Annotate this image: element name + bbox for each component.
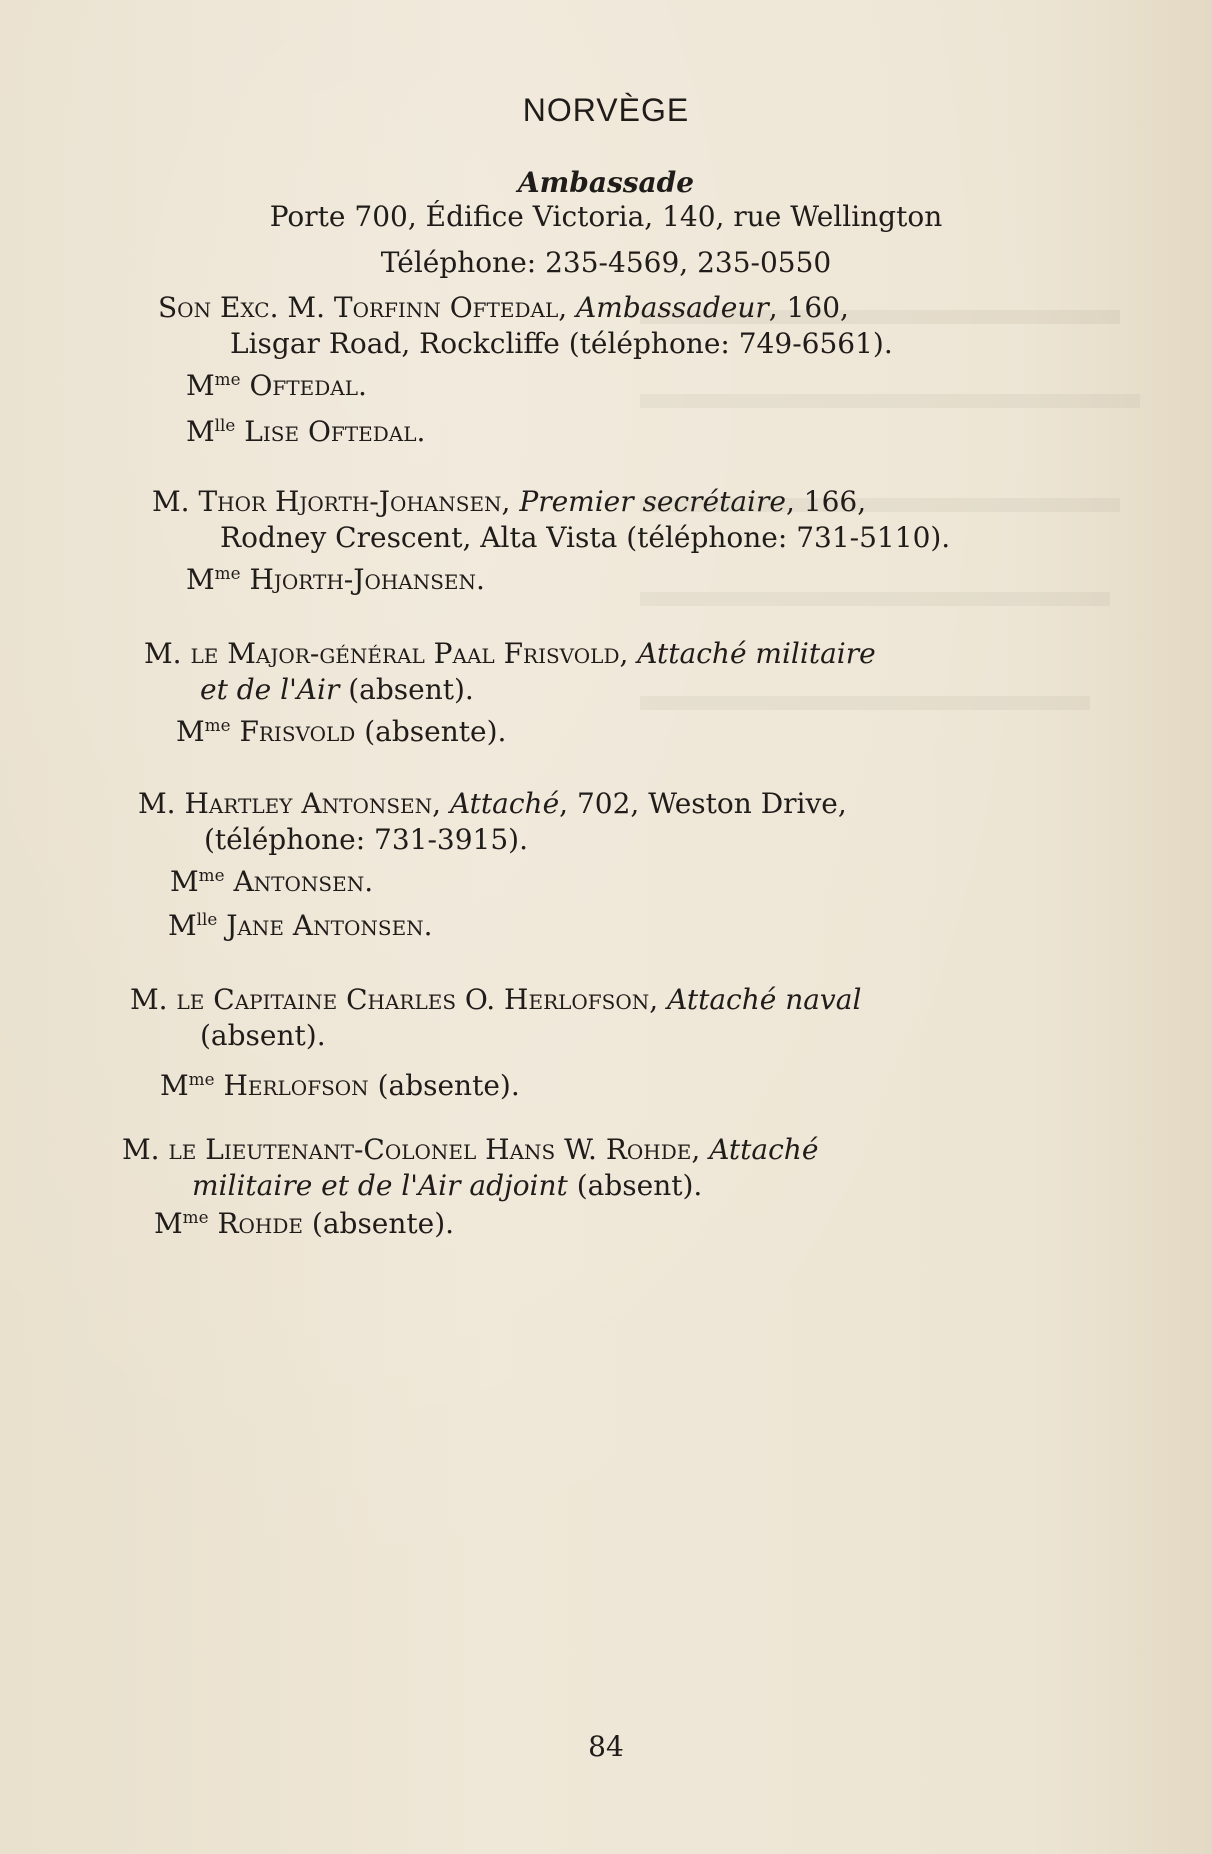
entry-name: Lieutenant-Colonel Hans W. Rohde	[205, 1133, 692, 1166]
family-member: $M^{me}$ Herlofson (absente).	[160, 1068, 520, 1102]
entry-tail: , 160,	[768, 291, 849, 324]
staff-entry	[144, 636, 1084, 750]
entry-name: Capitaine Charles O. Herlofson	[213, 983, 650, 1016]
entry-name: Thor Hjorth-Johansen	[198, 485, 502, 518]
embassy-phone: Téléphone: 235-4569, 235-0550	[380, 246, 832, 279]
family-member: $M^{lle}$ Lise Oftedal.	[186, 414, 426, 448]
entry-second-line: (téléphone: 731-3915).	[204, 823, 529, 856]
entry-second-line: (absent).	[200, 1019, 326, 1052]
entry-first-line: M. le Major-général Paal Frisvold, Attaché militaire	[144, 637, 876, 670]
entry-name: Major-général Paal Frisvold	[227, 637, 620, 670]
staff-entry	[152, 484, 1082, 598]
family-member: $M^{me}$ Oftedal.	[186, 368, 367, 402]
staff-entry	[130, 982, 1080, 1104]
family-member: $M^{me}$ Rohde (absente).	[154, 1206, 455, 1240]
entry-first-line: M. Thor Hjorth-Johansen, Premier secrétaire, 166,	[152, 485, 867, 518]
entry-name: Torfinn Oftedal	[333, 291, 559, 324]
embassy-address: Porte 700, Édifice Victoria, 140, rue Wellington	[269, 200, 943, 233]
entry-second-line: militaire et de l'Air adjoint (absent).	[192, 1169, 703, 1202]
entry-role: Attaché	[709, 1133, 819, 1166]
family-member: $M^{me}$ Frisvold (absente).	[176, 714, 507, 748]
entry-prefix: Son Exc. M.	[158, 291, 334, 324]
entry-first-line: M. le Capitaine Charles O. Herlofson, Attaché naval	[130, 983, 862, 1016]
staff-entry	[158, 290, 1078, 450]
entry-role: Ambassadeur	[576, 291, 769, 324]
family-member: $M^{lle}$ Jane Antonsen.	[168, 908, 433, 942]
entry-first-line	[158, 290, 1078, 326]
page-number: 84	[588, 1730, 624, 1763]
staff-entry	[138, 786, 1082, 944]
family-member: $M^{me}$ Hjorth-Johansen.	[186, 562, 485, 596]
embassy-label: Ambassade	[517, 166, 695, 199]
entry-role: Attaché militaire	[637, 637, 876, 670]
entry-first-line: M. le Lieutenant-Colonel Hans W. Rohde, Attaché	[122, 1133, 819, 1166]
entry-second-line: et de l'Air (absent).	[200, 673, 474, 706]
entry-second-line: Lisgar Road, Rockcliffe (téléphone: 749-6561).	[230, 327, 893, 360]
entry-second-line: Rodney Crescent, Alta Vista (téléphone: 731-5110).	[220, 521, 951, 554]
entry-role: Premier secrétaire	[519, 485, 786, 518]
staff-entry	[122, 1132, 1082, 1242]
entry-role: Attaché naval	[667, 983, 862, 1016]
entry-role: Attaché	[449, 787, 560, 820]
country-heading: NORVÈGE	[522, 92, 690, 128]
entry-first-line: M. Hartley Antonsen, Attaché, 702, Weston Drive,	[138, 787, 847, 820]
entry-name: Hartley Antonsen	[184, 787, 433, 820]
name-comma: ,	[558, 291, 577, 324]
family-member: $M^{me}$ Antonsen.	[170, 864, 374, 898]
